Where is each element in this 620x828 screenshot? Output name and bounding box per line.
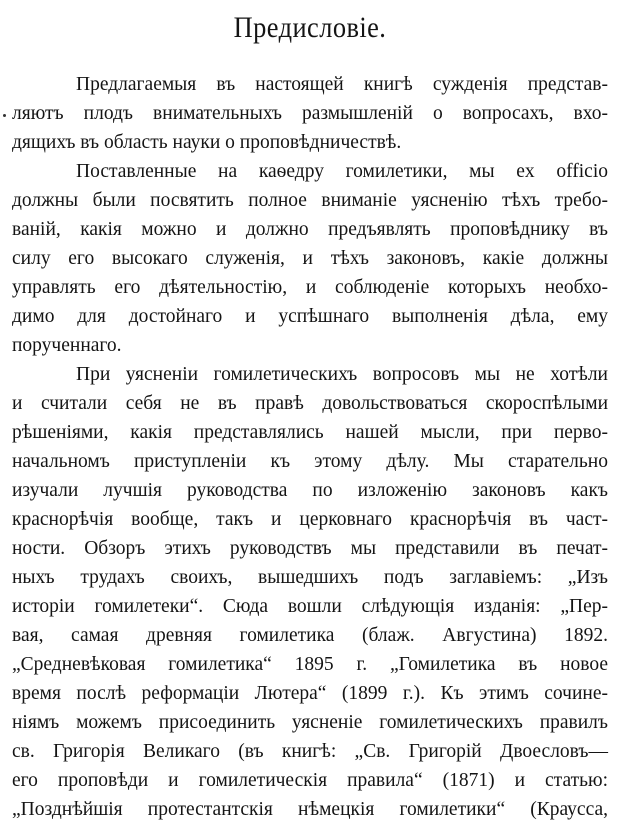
text-line: димо для достойнаго и успѣшнаго выполненія дѣла, ему: [12, 306, 608, 327]
text-line: ніямъ можемъ присоединить уясненіе гомилетическихъ правилъ: [12, 712, 608, 733]
text-line: „Позднѣйшія протестантскія нѣмецкія гомилетики“ (Краусса,: [12, 799, 608, 820]
text-line: исторіи гомилетеки“. Сюда вошли слѣдующія изданія: „Пер-: [12, 596, 608, 617]
text-line: и считали себя не въ правѣ довольствоваться скороспѣлыми: [12, 393, 608, 414]
text-line: начальномъ приступленіи къ этому дѣлу. Мы старательно: [12, 451, 608, 472]
text-line: ности. Обзоръ этихъ руководствъ мы представили въ печат-: [12, 538, 608, 559]
text-line: Поставленные на каѳедру гомилетики, мы ex officio: [76, 161, 608, 182]
text-line: управлять его дѣятельностію, и соблюденіе которыхъ необхо-: [12, 277, 608, 298]
margin-mark: [3, 114, 6, 117]
text-line: „Средневѣковая гомилетика“ 1895 г. „Гомилетика въ новое: [12, 654, 608, 675]
text-line: силу его высокаго служенія, и тѣхъ законовъ, какіе должны: [12, 248, 608, 269]
text-line: Предлагаемыя въ настоящей книгѣ сужденія представ-: [76, 74, 608, 95]
text-line: краснорѣчія вообще, такъ и церковнаго краснорѣчія въ част-: [12, 509, 608, 530]
text-line: дящихъ въ область науки о проповѣдничествѣ.: [12, 132, 402, 153]
text-line: вая, самая древняя гомилетика (блаж. Августина) 1892.: [12, 625, 608, 646]
text-line: ляютъ плодъ внимательныхъ размышленій о вопросахъ, вхо-: [12, 103, 608, 124]
page-title: Предисловіе.: [233, 11, 387, 44]
text-line: его проповѣди и гомилетическія правила“ (1871) и статью:: [12, 770, 608, 791]
text-line: время послѣ реформаціи Лютера“ (1899 г.). Къ этимъ сочине-: [12, 683, 608, 704]
text-line: изучали лучшія руководства по изложенію законовъ какъ: [12, 480, 608, 501]
text-line: должны были посвятить полное вниманіе уясненію тѣхъ требо-: [12, 190, 608, 211]
text-line: рѣшеніями, какія представлялись нашей мысли, при перво-: [12, 422, 608, 443]
text-line: св. Григорія Великаго (въ книгѣ: „Св. Григорій Двоесловъ—: [12, 741, 608, 762]
text-line: порученнаго.: [12, 335, 122, 356]
text-line: ваній, какія можно и должно предъявлять проповѣднику въ: [12, 219, 608, 240]
text-line: При уясненіи гомилетическихъ вопросовъ мы не хотѣли: [76, 364, 608, 385]
text-line: ныхъ трудахъ своихъ, вышедшихъ подъ заглавіемъ: „Изъ: [12, 567, 608, 588]
